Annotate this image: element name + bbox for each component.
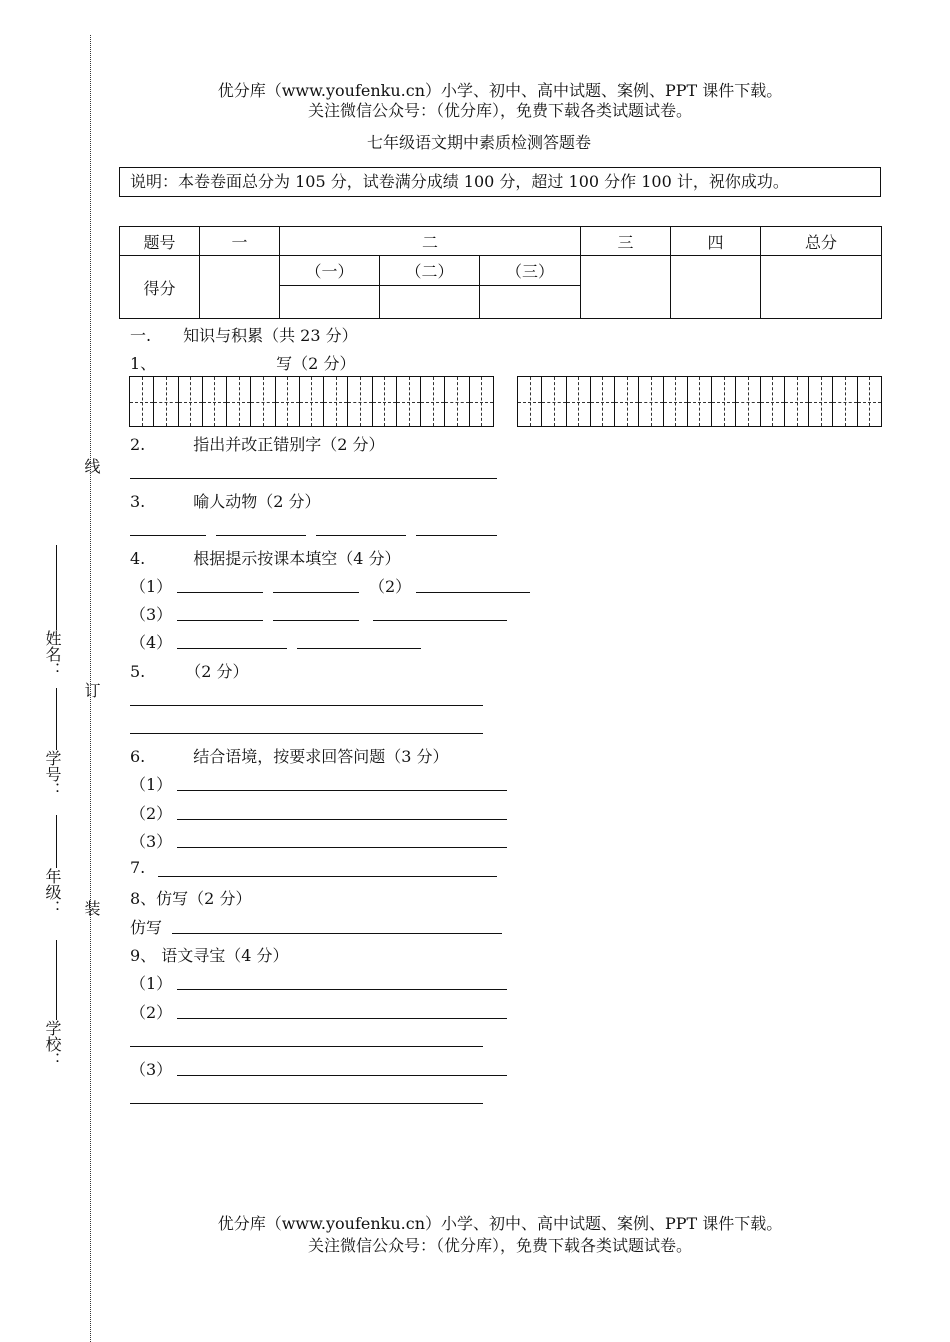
question-8-label: 8、仿写（2 分） (130, 889, 252, 908)
question-6-label: 6. 结合语境，按要求回答问题（3 分） (130, 747, 449, 766)
student-id-field[interactable] (56, 688, 57, 750)
q4-3-line-b[interactable] (273, 620, 359, 621)
q3-answer-line-1[interactable] (130, 535, 206, 536)
score-cell-1[interactable] (200, 256, 280, 319)
q3-answer-line-2[interactable] (216, 535, 306, 536)
school-field[interactable] (56, 940, 57, 1020)
q7-answer-line[interactable] (158, 876, 497, 877)
q6-2-line[interactable] (177, 819, 507, 820)
header-cell-3: 三 (581, 227, 671, 256)
q4-item-2-label: （2） (369, 577, 412, 596)
q6-3-line[interactable] (177, 847, 507, 848)
header-line-2: 关注微信公众号：（优分库），免费下载各类试题试卷。 (307, 101, 692, 120)
footer-line-1: 优分库（www.youfenku.cn）小学、初中、高中试题、案例、PPT 课件下载。 (217, 1214, 783, 1233)
sub-header-2: （二） (380, 256, 480, 286)
score-table (119, 226, 882, 319)
q2-answer-line[interactable] (130, 478, 497, 479)
score-row-label: 得分 (120, 256, 200, 319)
q5-answer-line-1[interactable] (130, 705, 483, 706)
q3-answer-line-4[interactable] (416, 535, 497, 536)
score-cell-3[interactable] (581, 256, 671, 319)
q5-answer-line-2[interactable] (130, 733, 483, 734)
student-id-label: 学号： (43, 750, 62, 798)
sub-header-1: （一） (280, 256, 380, 286)
q4-item-3-label: （3） (130, 605, 173, 624)
q4-2-line[interactable] (416, 592, 530, 593)
header-cell-4: 四 (671, 227, 761, 256)
q8-answer-line[interactable] (172, 933, 502, 934)
q9-3-line[interactable] (177, 1075, 507, 1076)
q9-item-3-label: （3） (130, 1060, 173, 1079)
q6-item-3-label: （3） (130, 832, 173, 851)
header-cell-1: 一 (200, 227, 280, 256)
question-2-label: 2. 指出并改正错别字（2 分） (130, 435, 385, 454)
score-cell-total[interactable] (761, 256, 882, 319)
q4-4-line-a[interactable] (177, 648, 287, 649)
q6-item-2-label: （2） (130, 804, 173, 823)
sub-header-3: （三） (480, 256, 581, 286)
question-9-label: 9、 语文寻宝（4 分） (130, 946, 289, 965)
q4-3-line-a[interactable] (177, 620, 263, 621)
q9-item-1-label: （1） (130, 974, 173, 993)
section-1-heading: 一. 知识与积累（共 23 分） (130, 326, 358, 345)
question-5-label: 5. （2 分） (130, 662, 249, 681)
school-label: 学校： (43, 1020, 62, 1068)
binding-label-ding: 订 (82, 682, 101, 698)
q9-item-2-label: （2） (130, 1003, 173, 1022)
name-label: 姓名： (43, 630, 62, 678)
score-cell-2-1[interactable] (280, 286, 380, 319)
q9-2-line-cont[interactable] (130, 1046, 483, 1047)
question-7-label: 7. (130, 858, 146, 877)
header-cell-total: 总分 (761, 227, 882, 256)
q3-answer-line-3[interactable] (316, 535, 406, 536)
name-field[interactable] (56, 545, 57, 630)
q4-1-line-b[interactable] (273, 592, 359, 593)
q4-3-line-c[interactable] (373, 620, 507, 621)
grade-label: 年级： (43, 868, 62, 916)
score-cell-2-2[interactable] (380, 286, 480, 319)
question-3-label: 3. 喻人动物（2 分） (130, 492, 321, 511)
q8-imitate-label: 仿写 (130, 918, 163, 937)
binding-label-xian: 线 (82, 458, 101, 474)
q4-item-1-label: （1） (130, 577, 173, 596)
question-4-label: 4. 根据提示按课本填空（4 分） (130, 549, 401, 568)
header-cell-tihao: 题号 (120, 227, 200, 256)
writing-grid-right[interactable] (517, 376, 882, 427)
q4-4-line-b[interactable] (297, 648, 421, 649)
score-cell-2-3[interactable] (480, 286, 581, 319)
q6-item-1-label: （1） (130, 775, 173, 794)
q9-3-line-cont[interactable] (130, 1103, 483, 1104)
q4-1-line-a[interactable] (177, 592, 263, 593)
score-cell-4[interactable] (671, 256, 761, 319)
header-line-1: 优分库（www.youfenku.cn）小学、初中、高中试题、案例、PPT 课件下载。 (217, 81, 783, 100)
grade-field[interactable] (56, 815, 57, 868)
writing-grid-left[interactable] (129, 376, 494, 427)
binding-label-zhuang: 装 (82, 900, 101, 916)
q4-item-4-label: （4） (130, 633, 173, 652)
header-cell-2: 二 (280, 227, 581, 256)
footer-line-2: 关注微信公众号：（优分库），免费下载各类试题试卷。 (307, 1236, 692, 1255)
q6-1-line[interactable] (177, 790, 507, 791)
question-1-label: 1、 写（2 分） (130, 354, 356, 373)
q9-2-line[interactable] (177, 1018, 507, 1019)
q9-1-line[interactable] (177, 989, 507, 990)
instructions-box: 说明：本卷卷面总分为 105 分，试卷满分成绩 100 分，超过 100 分作 100 计，祝你成功。 (119, 167, 881, 197)
page-title: 七年级语文期中素质检测答题卷 (367, 133, 592, 152)
